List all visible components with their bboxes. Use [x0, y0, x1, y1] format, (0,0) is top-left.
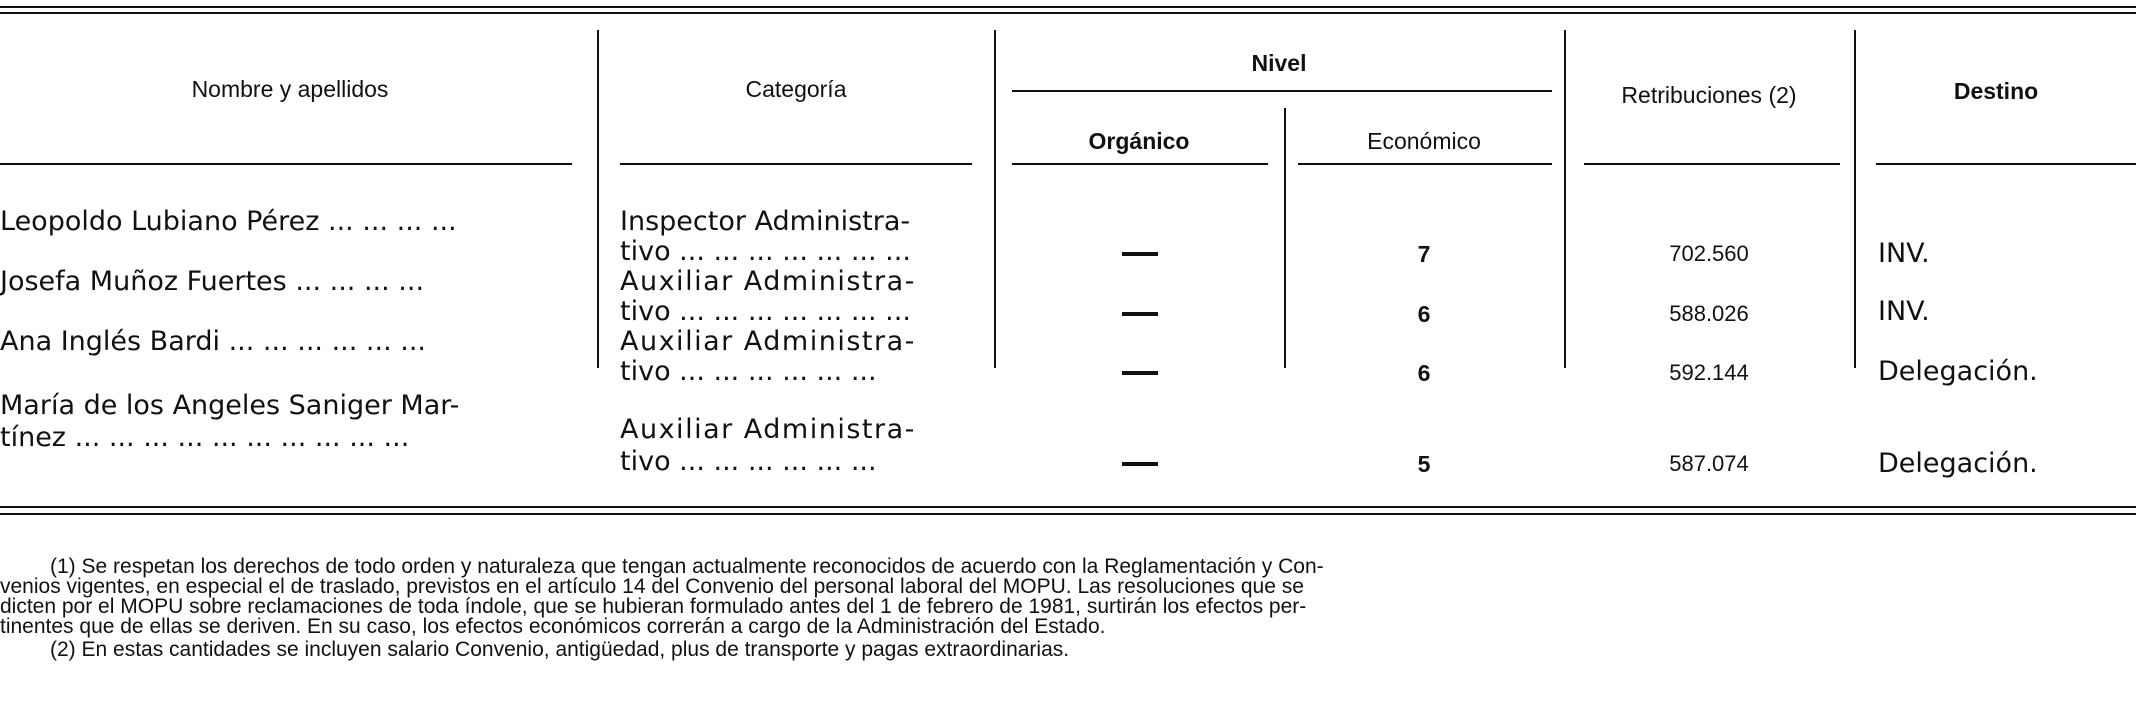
header-categoria: Categoría [745, 76, 847, 102]
row3-organico-text [1122, 355, 1123, 356]
row1-categoria-l2: tivo ... ... ... ... ... ... ... [620, 236, 911, 267]
row3-nombre: Ana Inglés Bardi ... ... ... ... ... ... [0, 326, 427, 357]
row3-economico: 6 [1417, 360, 1431, 386]
top-rule-inner [0, 12, 2136, 14]
row3-categoria-l1: Auxiliar Administra- [620, 326, 916, 357]
row2-retribuciones: 588.026 [1669, 301, 1749, 326]
row1-organico-dash [1122, 252, 1158, 256]
row3-retribuciones: 592.144 [1669, 360, 1749, 385]
header-destino: Destino [1953, 78, 2039, 104]
row4-nombre-l1: María de los Angeles Saniger Mar- [0, 390, 460, 421]
row3-categoria-l2: tivo ... ... ... ... ... ... [620, 356, 877, 387]
row4-nombre-l2: tínez ... ... ... ... ... ... ... ... ... ... [0, 422, 410, 453]
row2-categoria-l2: tivo ... ... ... ... ... ... ... [620, 296, 911, 327]
row3-destino: Delegación. [1878, 356, 2038, 387]
organico-underline [1012, 163, 1268, 165]
bottom-rule-inner [0, 513, 2136, 515]
header-nombre: Nombre y apellidos [191, 76, 389, 102]
row4-organico-text [1122, 446, 1123, 447]
row2-organico-dash [1122, 312, 1158, 316]
economico-underline [1298, 163, 1552, 165]
destino-underline [1876, 163, 2136, 165]
row2-destino: INV. [1878, 296, 1930, 327]
bottom-rule [0, 506, 2136, 508]
row1-categoria-l1: Inspector Administra- [620, 206, 911, 237]
row2-nombre: Josefa Muñoz Fuertes ... ... ... ... [0, 266, 425, 297]
footnote-1-line4: tinentes que de ellas se deriven. En su caso, los efectos económicos correrán a cargo de la Administración del Estado. [0, 615, 1106, 638]
row2-organico-text [1122, 296, 1123, 297]
top-rule [0, 6, 2136, 8]
nivel-underline [1012, 90, 1552, 92]
row3-organico-dash [1122, 371, 1158, 375]
col-sep-1 [597, 30, 599, 368]
retribuciones-underline [1584, 163, 1840, 165]
nombre-underline [0, 163, 572, 165]
row1-retribuciones: 702.560 [1669, 241, 1749, 266]
row4-economico: 5 [1417, 451, 1431, 477]
row4-categoria-l1: Auxiliar Administra- [620, 414, 916, 445]
row4-retribuciones: 587.074 [1669, 451, 1749, 476]
footnote-2: (2) En estas cantidades se incluyen salario Convenio, antigüedad, plus de transporte y pagas extraordinarias. [50, 638, 1070, 661]
row2-economico: 6 [1417, 301, 1431, 327]
row1-economico: 7 [1417, 241, 1431, 267]
header-organico: Orgánico [1088, 128, 1190, 154]
footnote-1-line3: dicten por el MOPU sobre reclamaciones de toda índole, que se hubieran formulado antes del 1 de febrero de 1981, surtirán los efectos per- [0, 595, 1307, 618]
header-retribuciones: Retribuciones (2) [1621, 82, 1797, 108]
col-sep-2 [994, 30, 996, 368]
row1-organico-text [1122, 236, 1123, 237]
footnote-1-line1: (1) Se respetan los derechos de todo orden y naturaleza que tengan actualmente reconocidos de acuerdo con la Reglamentación y Con- [50, 555, 1324, 578]
row2-categoria-l1: Auxiliar Administra- [620, 266, 916, 297]
header-nivel: Nivel [1251, 50, 1307, 76]
row4-destino: Delegación. [1878, 448, 2038, 479]
row1-destino: INV. [1878, 238, 1930, 269]
categoria-underline [620, 163, 972, 165]
header-economico: Económico [1367, 128, 1481, 154]
row4-categoria-l2: tivo ... ... ... ... ... ... [620, 446, 877, 477]
row4-organico-dash [1122, 462, 1158, 466]
row1-nombre: Leopoldo Lubiano Pérez ... ... ... ... [0, 206, 457, 237]
footnote-1-line2: venios vigentes, en especial el de traslado, previstos en el artículo 14 del Convenio del personal laboral del MOPU. Las resoluciones que se [0, 575, 1304, 598]
